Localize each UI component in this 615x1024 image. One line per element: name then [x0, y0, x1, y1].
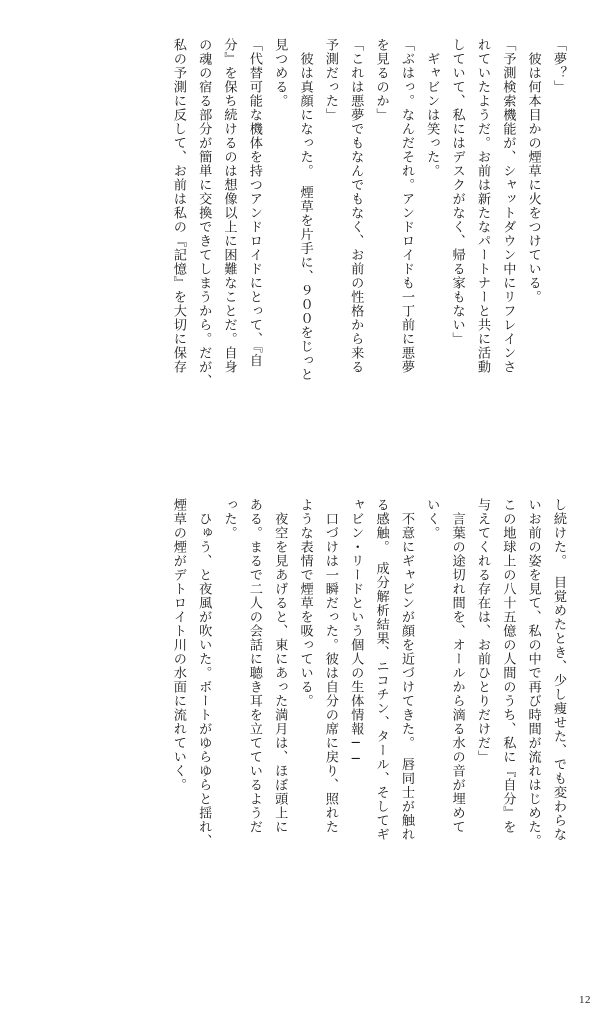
paragraph-line: を見るのか」 — [373, 38, 389, 122]
paragraph-line: の魂の宿る部分が簡単に交換できてしまうから。だが、 — [196, 38, 212, 388]
paragraph-line: ギャビンは笑った。 — [424, 38, 440, 178]
paragraph-line: 不意にギャビンが顔を近づけてきた。 唇同士が触れ — [398, 498, 414, 842]
paragraph-line: れていたようだ。お前は新たなパートナーと共に活動 — [474, 38, 490, 374]
paragraph-line: 「予測検索機能が、シャットダウン中にリフレインさ — [500, 38, 516, 374]
paragraph-line: いお前の姿を見て、私の中で再び時間が流れはじめた。 — [525, 498, 541, 848]
paragraph-line: 「代替可能な機体を持つアンドロイドにとって、『自 — [246, 38, 262, 368]
paragraph-line: 「これは悪夢でもなんでもなく、お前の性格から来る — [348, 38, 364, 374]
paragraph-line: 口づけは一瞬だった。彼は自分の席に戻り、照れた — [322, 498, 338, 834]
paragraph-line: 「夢？」 — [551, 38, 566, 94]
paragraph-line: 与えてくれる存在は、お前ひとりだけだ」 — [474, 498, 490, 764]
paragraph-line: 彼は真顔になった。 煙草を片手に、９００をじっと — [297, 38, 313, 382]
paragraph-line: し続けた。 目覚めたとき、少し痩せた、でも変わらな — [551, 498, 566, 842]
paragraph-line: 夜空を見あげると、東にあった満月は、ほぼ頭上に — [272, 498, 288, 834]
paragraph-line: いく。 — [424, 498, 440, 540]
paragraph-line: していて、私にはデスクがなく、帰る家もない」 — [449, 38, 465, 346]
paragraph-line: 予測だった」 — [322, 38, 338, 122]
paragraph-line: 私の予測に反して、お前は私の『記憶』を大切に保存 — [170, 38, 186, 374]
text-block-upper — [166, 38, 572, 458]
text-block-lower — [166, 498, 572, 918]
paragraph-line: この地球上の八十五億の人間のうち、私に『自分』を — [500, 498, 516, 834]
paragraph-line: 分』を保ち続けるのは想像以上に困難なことだ。自身 — [221, 38, 237, 374]
paragraph-line: 見つめる。 — [272, 38, 288, 108]
paragraph-line: 言葉の途切れ間を、オールから滴る水の音が埋めて — [449, 498, 465, 834]
paragraph-line: 「ぶはっ。なんだそれ。アンドロイドも一丁前に悪夢 — [398, 38, 414, 374]
paragraph-line: った。 — [221, 498, 237, 540]
paragraph-line: ひゅう、と夜風が吹いた。ボートがゆらゆらと揺れ、 — [196, 498, 212, 848]
page-number: 12 — [579, 994, 591, 1006]
paragraph-line: ある。まるで二人の会話に聴き耳を立てているようだ — [246, 498, 262, 834]
paragraph-line: 彼は何本目かの煙草に火をつけている。 — [525, 38, 541, 304]
paragraph-line: ャビン・リードという個人の生体情報── — [348, 498, 364, 768]
paragraph-line: ような表情で煙草を吸っている。 — [297, 498, 313, 708]
paragraph-line: 煙草の煙がデトロイト川の水面に流れていく。 — [170, 498, 186, 792]
paragraph-line: る感触。 成分解析結果、ニコチン、タール、そしてギ — [373, 498, 389, 842]
